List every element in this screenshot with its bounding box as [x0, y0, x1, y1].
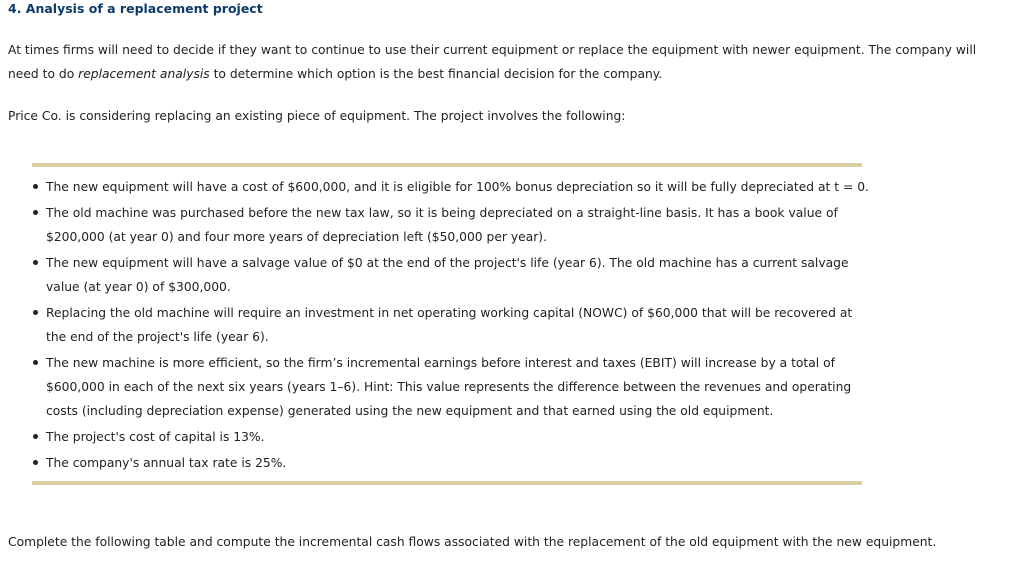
list-item: The new machine is more efficient, so the firm’s incremental earnings before interest and taxes (EBIT) will increase by a total of $600,000 in each of the next six years (years 1–6). Hint: This value represents the difference between the revenues and operating costs (including depreciation expense) generated using the new equipment and that earned using the old equipment.	[32, 351, 872, 423]
intro-emphasis: replacement analysis	[78, 67, 210, 81]
bottom-divider	[32, 481, 862, 485]
instruction-paragraph: Complete the following table and compute the incremental cash flows associated with the replacement of the old equipment with the new equipment.	[8, 535, 937, 549]
list-item: Replacing the old machine will require an investment in net operating working capital (NOWC) of $60,000 that will be recovered at the end of the project's life (year 6).	[32, 301, 872, 349]
list-item: The new equipment will have a salvage value of $0 at the end of the project's life (year 6). The old machine has a current salvage value (at year 0) of $300,000.	[32, 251, 872, 299]
project-details-list	[32, 175, 872, 477]
intro-text-before: At times firms will need to decide if they want to continue to use their current equipment or replace the equipment with newer equipment. The company will need to do	[8, 43, 977, 81]
intro-paragraph	[8, 38, 998, 86]
scenario-paragraph: Price Co. is considering replacing an existing piece of equipment. The project involves the following:	[8, 109, 626, 123]
section-title: 4. Analysis of a replacement project	[8, 1, 263, 16]
top-divider	[32, 163, 862, 167]
list-item: The new equipment will have a cost of $600,000, and it is eligible for 100% bonus depreciation so it will be fully depreciated at t = 0.	[32, 175, 872, 199]
list-item: The company's annual tax rate is 25%.	[32, 451, 872, 475]
intro-text-after: to determine which option is the best financial decision for the company.	[209, 67, 663, 81]
list-item: The old machine was purchased before the new tax law, so it is being depreciated on a straight-line basis. It has a book value of $200,000 (at year 0) and four more years of depreciation left ($50,000 per year).	[32, 201, 872, 249]
list-item: The project's cost of capital is 13%.	[32, 425, 872, 449]
